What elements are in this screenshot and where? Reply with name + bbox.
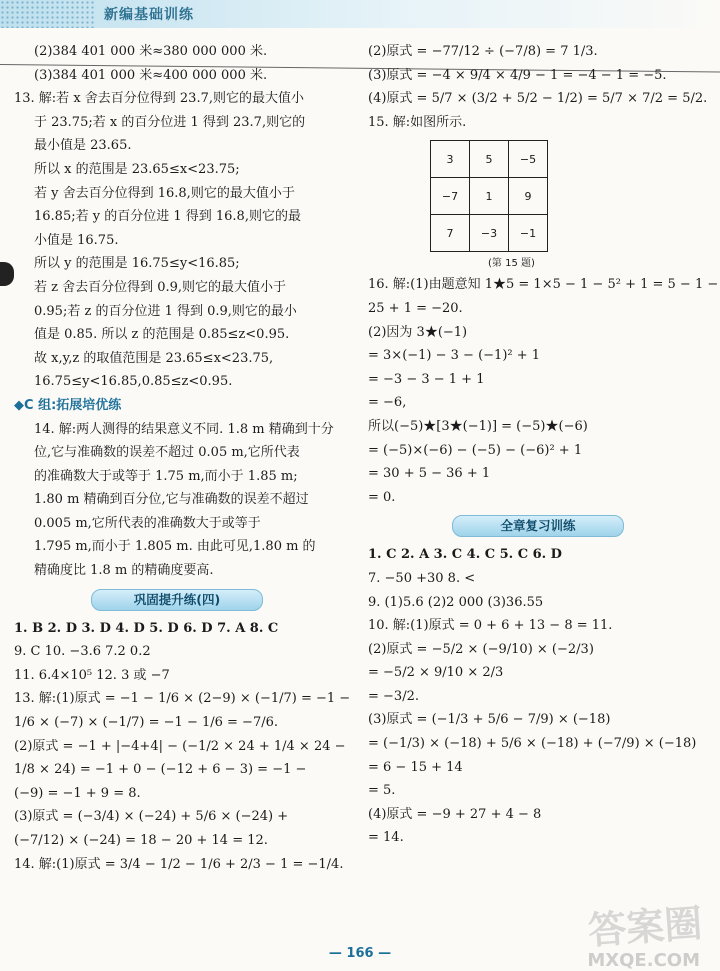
- text-line: (2)原式 = −77/12 ÷ (−7/8) = 7 1/3.: [368, 44, 598, 59]
- group-heading: ◆C 组:拓展培优练: [14, 397, 122, 413]
- text-line: 16. 解:(1)由题意知 1★5 = 1×5 − 1 − 5² + 1 = 5 − 1 −: [368, 277, 719, 293]
- text-line: 值是 0.85. 所以 z 的范围是 0.85≤z<0.95.: [34, 327, 290, 343]
- magic-square-cell: 9: [509, 178, 548, 215]
- text-line: (2)原式 = −1 + |−4+4| − (−1/2 × 24 + 1/4 × 24 −: [14, 738, 346, 754]
- text-line: 16.85;若 y 的百分位进 1 得到 16.8,则它的最: [34, 209, 301, 225]
- right-column: [368, 40, 719, 850]
- text-line: 1/6 × (−7) × (−1/7) = −1 − 1/6 = −7/6.: [14, 715, 279, 731]
- magic-square-cell: 7: [431, 215, 470, 252]
- header-band: [0, 0, 720, 28]
- text-line: 0.005 m,它所代表的准确数大于或等于: [34, 515, 261, 531]
- text-line: 于 23.75;若 x 的百分位进 1 得到 23.7,则它的: [34, 114, 306, 130]
- text-line: 所以 x 的范围是 23.65≤x<23.75;: [34, 161, 240, 177]
- text-line: = 14.: [368, 830, 404, 846]
- text-line: 故 x,y,z 的取值范围是 23.65≤x<23.75,: [34, 350, 274, 366]
- text-line: 1. C 2. A 3. C 4. C 5. C 6. D: [368, 547, 562, 563]
- magic-square-cell: 5: [470, 141, 509, 178]
- text-line: (−9) = −1 + 9 = 8.: [14, 785, 141, 801]
- text-line: 15. 解:如图所示.: [368, 114, 467, 130]
- header-dot-pattern: [0, 0, 96, 28]
- text-line: (2)384 401 000 米≈380 000 000 米.: [34, 44, 268, 59]
- text-line: 14. 解:两人测得的结果意义不同. 1.8 m 精确到十分: [34, 421, 334, 437]
- watermark-logo: 答案圈: [586, 901, 704, 953]
- text-line: 9. C 10. −3.6 7.2 0.2: [14, 644, 151, 660]
- ink-smudge: [0, 262, 14, 286]
- text-line: 0.95;若 z 的百分位进 1 得到 0.9,则它的最小: [34, 303, 297, 319]
- text-line: 所以(−5)★[3★(−1)] = (−5)★(−6): [368, 418, 588, 434]
- text-line: = (−5)×(−6) − (−5) − (−6)² + 1: [368, 442, 583, 458]
- figure-caption: (第 15 题): [488, 258, 535, 270]
- text-line: = −3 − 3 − 1 + 1: [368, 371, 485, 387]
- left-column: [14, 40, 351, 876]
- text-line: (4)原式 = 5/7 × (3/2 + 5/2 − 1/2) = 5/7 × 7/2 = 5/2.: [368, 91, 708, 107]
- magic-square-row: [431, 178, 548, 215]
- text-line: 最小值是 23.65.: [34, 138, 132, 154]
- text-line: = 3×(−1) − 3 − (−1)² + 1: [368, 348, 541, 364]
- magic-square-cell: −5: [509, 141, 548, 178]
- text-line: (3)384 401 000 米≈400 000 000 米.: [34, 67, 268, 83]
- magic-square-figure: [430, 140, 548, 252]
- text-line: 若 z 舍去百分位得到 0.9,则它的最大值小于: [34, 279, 287, 295]
- text-line: (4)原式 = −9 + 27 + 4 − 8: [368, 806, 542, 822]
- text-line: 14. 解:(1)原式 = 3/4 − 1/2 − 1/6 + 2/3 − 1 = −1/4.: [14, 856, 344, 872]
- page-number: — 166 —: [328, 946, 392, 961]
- text-line: = −6,: [368, 395, 407, 411]
- section-banner: 全章复习训练: [452, 515, 624, 537]
- watermark-url: MXQE.COM: [587, 950, 700, 971]
- text-line: 10. 解:(1)原式 = 0 + 6 + 13 − 8 = 11.: [368, 618, 613, 634]
- text-line: (2)原式 = −5/2 × (−9/10) × (−2/3): [368, 641, 594, 657]
- magic-square-cell: 1: [470, 178, 509, 215]
- text-line: = 30 + 5 − 36 + 1: [368, 466, 491, 482]
- text-line: = −3/2.: [368, 688, 419, 704]
- magic-square-cell: −3: [470, 215, 509, 252]
- text-line: 1. B 2. D 3. D 4. D 5. D 6. D 7. A 8. C: [14, 620, 279, 636]
- magic-square-row: [431, 141, 548, 178]
- magic-square-cell: 3: [431, 141, 470, 178]
- right-column-bottom: [368, 273, 719, 850]
- text-line: 16.75≤y<16.85,0.85≤z<0.95.: [34, 374, 233, 390]
- text-line: 精确度比 1.8 m 的精确度要高.: [34, 563, 214, 579]
- text-line: = 5.: [368, 783, 396, 799]
- text-line: 13. 解:若 x 舍去百分位得到 23.7,则它的最大值小: [14, 91, 304, 107]
- text-line: 9. (1)5.6 (2)2 000 (3)36.55: [368, 594, 544, 610]
- text-line: = 0.: [368, 489, 396, 505]
- text-line: = (−1/3) × (−18) + 5/6 × (−18) + (−7/9) × (−18): [368, 736, 697, 752]
- text-line: 所以 y 的范围是 16.75≤y<16.85;: [34, 256, 240, 272]
- text-line: 位,它与准确数的误差不超过 0.05 m,它所代表: [34, 445, 300, 461]
- text-line: (3)原式 = −4 × 9/4 × 4/9 − 1 = −4 − 1 = −5.: [368, 67, 667, 83]
- text-line: = 6 − 15 + 14: [368, 759, 463, 775]
- magic-square-cell: −1: [509, 215, 548, 252]
- text-line: (2)因为 3★(−1): [368, 324, 468, 340]
- text-line: 11. 6.4×10⁵ 12. 3 或 −7: [14, 667, 170, 683]
- section-banner: 巩固提升练(四): [91, 589, 263, 611]
- text-line: (3)原式 = (−3/4) × (−24) + 5/6 × (−24) +: [14, 809, 289, 825]
- text-line: 小值是 16.75.: [34, 232, 119, 248]
- text-line: 7. −50 +30 8. <: [368, 570, 476, 586]
- text-line: 若 y 舍去百分位得到 16.8,则它的最大值小于: [34, 185, 295, 201]
- text-line: 1.795 m,而小于 1.805 m. 由此可见,1.80 m 的: [34, 539, 316, 555]
- series-title: 新编基础训练: [104, 7, 194, 23]
- text-line: (3)原式 = (−1/3 + 5/6 − 7/9) × (−18): [368, 712, 611, 728]
- text-line: 1/8 × 24) = −1 + 0 − (−12 + 6 − 3) = −1 −: [14, 762, 307, 778]
- text-line: = −5/2 × 9/10 × 2/3: [368, 665, 504, 681]
- text-line: 1.80 m 精确到百分位,它与准确数的误差不超过: [34, 492, 309, 508]
- text-line: (−7/12) × (−24) = 18 − 20 + 14 = 12.: [14, 833, 268, 848]
- text-line: 13. 解:(1)原式 = −1 − 1/6 × (2−9) × (−1/7) = −1 −: [14, 691, 351, 707]
- magic-square-row: [431, 215, 548, 252]
- text-line: 的准确数大于或等于 1.75 m,而小于 1.85 m;: [34, 468, 298, 484]
- text-line: 25 + 1 = −20.: [368, 300, 463, 316]
- right-column-top: [368, 40, 708, 134]
- magic-square-cell: −7: [431, 178, 470, 215]
